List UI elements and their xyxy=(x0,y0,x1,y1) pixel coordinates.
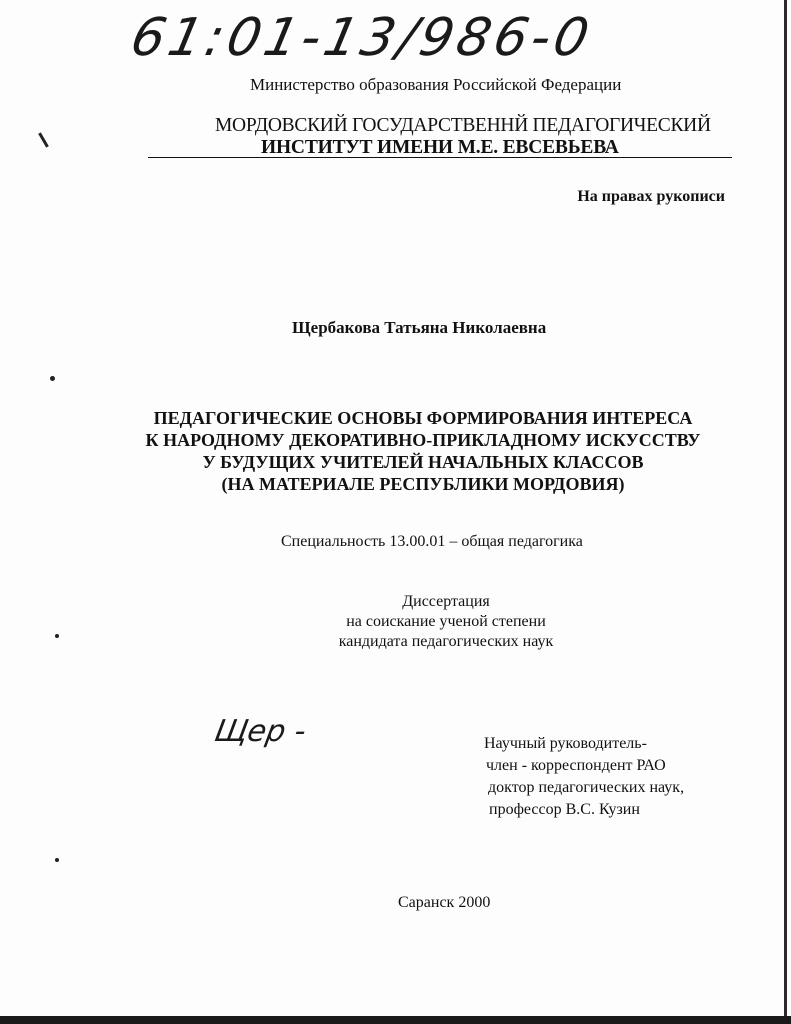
scan-edge-bottom xyxy=(0,1016,791,1024)
advisor-line-3: доктор педагогических наук, xyxy=(488,779,685,796)
title-line: ПЕДАГОГИЧЕСКИЕ ОСНОВЫ ФОРМИРОВАНИЯ ИНТЕРЕСА xyxy=(153,408,693,428)
scan-edge-right xyxy=(784,0,787,1024)
dissertation-block xyxy=(301,592,591,652)
city-year: Саранск 2000 xyxy=(398,894,491,911)
advisor-block xyxy=(484,733,684,821)
scan-speck xyxy=(38,132,49,147)
rights-note: На правах рукописи xyxy=(577,188,725,205)
dissertation-line-1: Диссертация xyxy=(402,593,490,610)
dissertation-line-3: кандидата педагогических наук xyxy=(338,633,554,650)
specialty: Специальность 13.00.01 – общая педагогика xyxy=(281,533,583,550)
title-line: К НАРОДНОМУ ДЕКОРАТИВНО-ПРИКЛАДНОМУ ИСКУССТВУ xyxy=(145,430,701,450)
institution-line-2 xyxy=(148,136,732,158)
underline-left xyxy=(148,137,261,158)
advisor-line-2: член - корреспондент РАО xyxy=(486,757,666,774)
institution-line-2-text: ИНСТИТУТ ИМЕНИ М.Е. ЕВСЕВЬЕВА xyxy=(261,137,619,158)
dissertation-title xyxy=(0,407,791,495)
handwritten-archive-number: 61:01-13/986-0 xyxy=(125,8,598,68)
advisor-line-4: профессор В.С. Кузин xyxy=(489,801,640,818)
dissertation-line-2: на соискание ученой степени xyxy=(346,613,546,630)
title-line: У БУДУЩИХ УЧИТЕЛЕЙ НАЧАЛЬНЫХ КЛАССОВ xyxy=(202,452,644,472)
scan-speck xyxy=(50,376,55,381)
scan-speck xyxy=(55,858,59,862)
ministry-name: Министерство образования Российской Федерации xyxy=(250,75,622,94)
title-line: (НА МАТЕРИАЛЕ РЕСПУБЛИКИ МОРДОВИЯ) xyxy=(221,474,625,494)
author-name: Щербакова Татьяна Николаевна xyxy=(292,318,547,337)
scan-speck xyxy=(55,634,59,638)
underline-right xyxy=(619,137,732,158)
handwritten-signature: Щер - xyxy=(211,714,309,749)
institution-line-1: МОРДОВСКИЙ ГОСУДАРСТВЕННЙ ПЕДАГОГИЧЕСКИЙ xyxy=(215,115,711,136)
advisor-line-1: Научный руководитель- xyxy=(484,735,647,752)
